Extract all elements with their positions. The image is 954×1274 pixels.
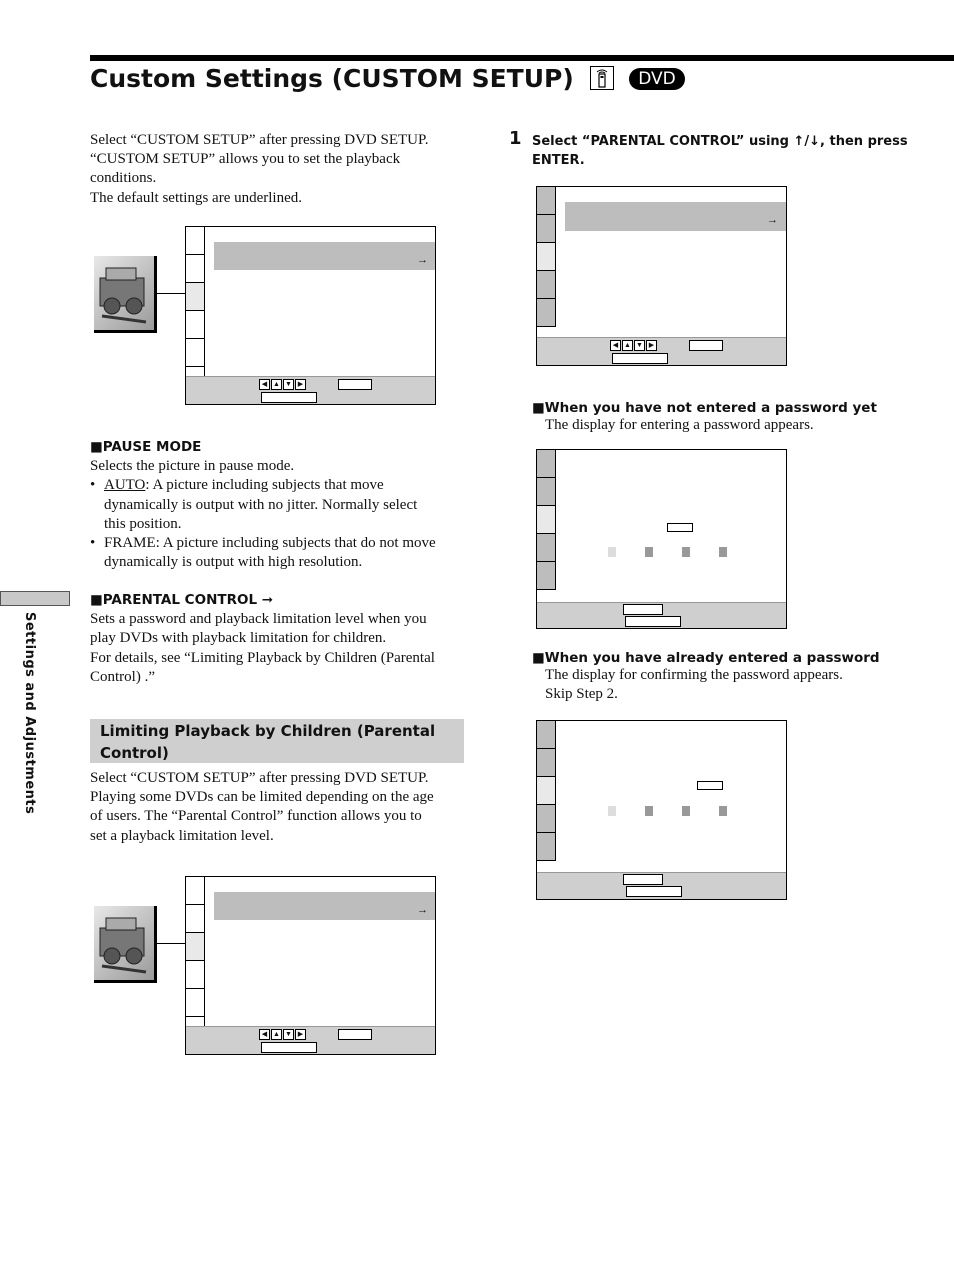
section-heading: Limiting Playback by Children (Parental Control) xyxy=(90,719,464,763)
arrow-icon: → xyxy=(417,254,428,266)
screen-icon-column xyxy=(186,227,205,395)
password-digit-icon xyxy=(608,547,616,557)
screen-password-entry xyxy=(536,449,787,629)
dvd-badge: DVD xyxy=(629,68,685,90)
screen-enter-box xyxy=(338,379,372,390)
section-text: Select “CUSTOM SETUP” after pressing DVD SETUP. Playing some DVDs can be limited depending on the age of users. The “Parental Control” function allows you to set a playback limitation level. xyxy=(90,770,434,844)
screen-bottom-bar xyxy=(186,376,435,404)
side-label: Settings and Adjustments xyxy=(22,612,37,815)
parental-control-section: ■PARENTAL CONTROL ➞ Sets a password and playback limitation level when you play DVDs with playback limitation for children. For details, see “Limiting Playback by Children (Parental Control) .” xyxy=(90,592,435,685)
custom-setup-thumbnail-icon xyxy=(94,256,157,333)
already-entered-section: ■When you have already entered a password The display for confirming the password appears. Skip Step 2. xyxy=(532,650,880,703)
screen-custom-setup xyxy=(185,226,436,405)
remote-icon xyxy=(590,66,614,90)
side-tab xyxy=(0,591,70,606)
step-number: 1 xyxy=(509,128,522,149)
step1-text: Select “PARENTAL CONTROL” using ↑/↓, then press ENTER. xyxy=(532,134,908,168)
arrow-icon: → xyxy=(767,214,778,226)
custom-setup-thumbnail-icon-2 xyxy=(94,906,157,983)
page-title: Custom Settings (CUSTOM SETUP) DVD xyxy=(90,64,685,93)
title-rule xyxy=(90,55,954,61)
nav-keys-icon: ◀ ▲ ▼ ▶ xyxy=(610,340,657,351)
not-entered-section: ■When you have not entered a password yet The display for entering a password appears. xyxy=(532,400,877,433)
screen-parental-select xyxy=(536,186,787,366)
screen-highlight xyxy=(214,242,435,270)
screen-return-box xyxy=(261,392,317,403)
intro-text: Select “CUSTOM SETUP” after pressing DVD SETUP. “CUSTOM SETUP” allows you to set the playback conditions. The default settings are underlined. xyxy=(90,132,429,206)
parental-control-heading: ■PARENTAL CONTROL xyxy=(90,592,258,608)
screen-password-confirm xyxy=(536,720,787,900)
nav-keys-icon: ◀ ▲ ▼ ▶ xyxy=(259,1029,306,1040)
arrow-right-icon: ➞ xyxy=(261,592,274,608)
nav-keys-icon: ◀ ▲ ▼ ▶ xyxy=(259,379,306,390)
arrow-icon: → xyxy=(417,904,428,916)
pause-mode-heading: ■PAUSE MODE xyxy=(90,439,202,455)
pause-mode-section: ■PAUSE MODE Selects the picture in pause mode. • AUTO: A picture including subjects that move dynamically is output with no jitter. Normally select this position. • FRAME: A picture including subjects that do not move dynamically is output with high resolution. xyxy=(90,438,470,572)
screen-custom-setup-2 xyxy=(185,876,436,1055)
